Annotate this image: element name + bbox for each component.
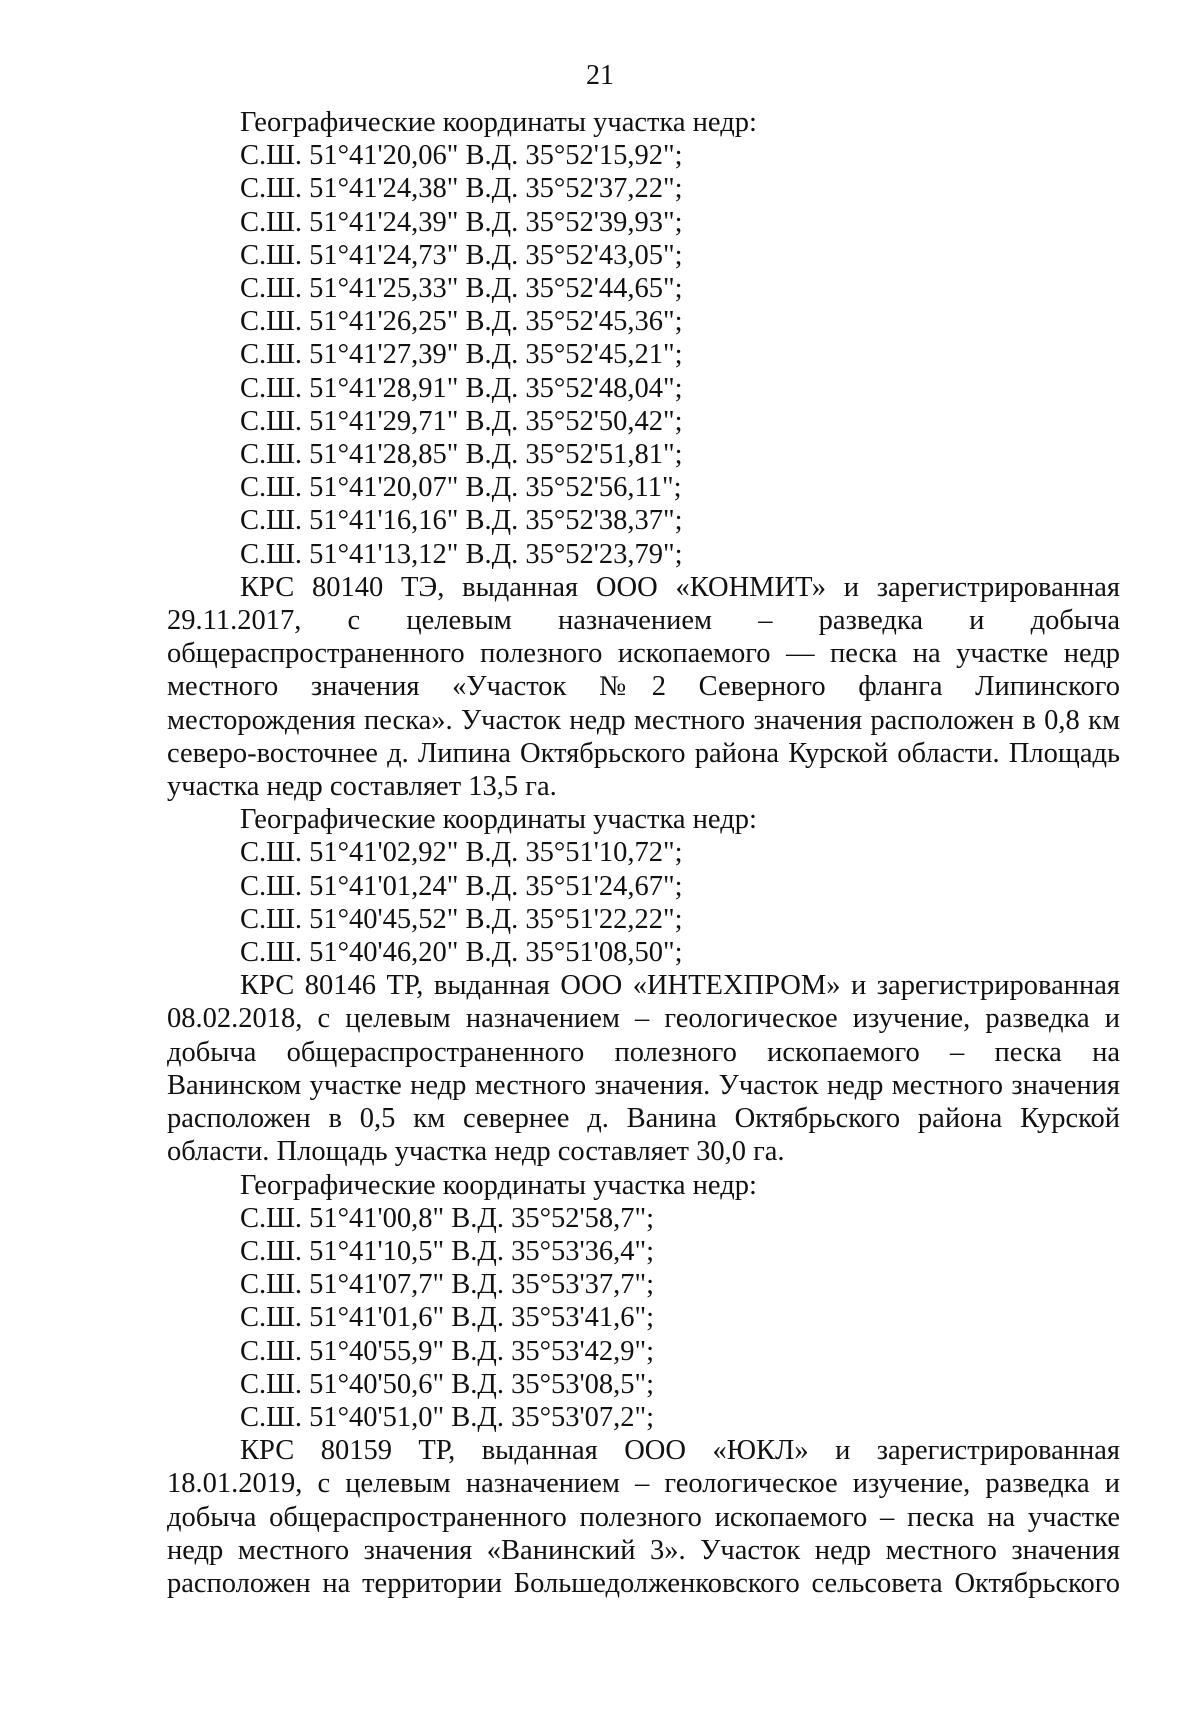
- coordinate-line: С.Ш. 51°40'46,20" В.Д. 35°51'08,50";: [240, 937, 683, 969]
- coordinate-line: С.Ш. 51°41'24,38" В.Д. 35°52'37,22";: [240, 173, 683, 205]
- coordinate-line: С.Ш. 51°41'24,73" В.Д. 35°52'43,05";: [240, 239, 683, 271]
- coordinates-heading: Географические координаты участка недр:: [240, 804, 757, 836]
- coordinate-line: С.Ш. 51°41'20,06" В.Д. 35°52'15,92";: [240, 140, 683, 172]
- coordinate-line: С.Ш. 51°41'00,8" В.Д. 35°52'58,7";: [240, 1202, 655, 1234]
- license-section: [167, 1434, 1120, 1600]
- coordinate-line: С.Ш. 51°41'26,25" В.Д. 35°52'45,36";: [240, 306, 683, 338]
- coordinate-line: С.Ш. 51°41'28,85" В.Д. 35°52'51,81";: [240, 439, 683, 471]
- document-body: [167, 106, 1120, 1600]
- coordinate-line: С.Ш. 51°41'01,24" В.Д. 35°51'24,67";: [240, 870, 683, 902]
- coordinate-line: С.Ш. 51°41'16,16" В.Д. 35°52'38,37";: [240, 505, 683, 537]
- coordinate-line: С.Ш. 51°41'07,7" В.Д. 35°53'37,7";: [240, 1269, 655, 1301]
- coordinate-line: С.Ш. 51°41'13,12" В.Д. 35°52'23,79";: [240, 538, 683, 570]
- coordinate-line: С.Ш. 51°40'50,6" В.Д. 35°53'08,5";: [240, 1368, 655, 1400]
- license-paragraph: КРС 80159 ТР, выданная ООО «ЮКЛ» и зарегистрированная 18.01.2019, с целевым назначением – геологическое изучение, разведка и добыча общераспространенного полезного ископаемого – песка на участке недр местного значения «Ванинский 3». Участок недр местного значения расположен на территории Большедолженковского сельсовета Октябрьского: [167, 1435, 1120, 1599]
- coordinate-line: С.Ш. 51°40'51,0" В.Д. 35°53'07,2";: [240, 1401, 655, 1433]
- coordinate-line: С.Ш. 51°41'24,39" В.Д. 35°52'39,93";: [240, 206, 683, 238]
- coordinate-line: С.Ш. 51°41'02,92" В.Д. 35°51'10,72";: [240, 837, 683, 869]
- coordinates-block: [167, 106, 1120, 571]
- license-section: [167, 969, 1120, 1434]
- coordinate-line: С.Ш. 51°40'55,9" В.Д. 35°53'42,9";: [240, 1335, 655, 1367]
- coordinate-line: С.Ш. 51°41'28,91" В.Д. 35°52'48,04";: [240, 372, 683, 404]
- coordinates-heading: Географические координаты участка недр:: [240, 1169, 757, 1201]
- coordinate-line: С.Ш. 51°41'01,6" В.Д. 35°53'41,6";: [240, 1302, 655, 1334]
- coordinates-heading: Географические координаты участка недр:: [240, 107, 757, 138]
- coordinate-line: С.Ш. 51°41'20,07" В.Д. 35°52'56,11";: [240, 472, 682, 504]
- coordinate-line: С.Ш. 51°41'10,5" В.Д. 35°53'36,4";: [240, 1235, 655, 1267]
- license-section: [167, 571, 1120, 969]
- coordinate-line: С.Ш. 51°41'27,39" В.Д. 35°52'45,21";: [240, 339, 683, 371]
- license-paragraph: КРС 80146 ТР, выданная ООО «ИНТЕХПРОМ» и зарегистрированная 08.02.2018, с целевым назначением – геологическое изучение, разведка и добыча общераспространенного полезного ископаемого – песка на Ванинском участке недр местного значения. Участок недр местного значения расположен в 0,5 км севернее д. Ванина Октябрьского района Курской области. Площадь участка недр составляет 30,0 га.: [167, 970, 1120, 1168]
- page-number: 21: [586, 60, 614, 91]
- coordinate-line: С.Ш. 51°41'25,33" В.Д. 35°52'44,65";: [240, 273, 683, 305]
- coordinate-line: С.Ш. 51°41'29,71" В.Д. 35°52'50,42";: [240, 405, 683, 437]
- coordinate-line: С.Ш. 51°40'45,52" В.Д. 35°51'22,22";: [240, 903, 683, 935]
- license-paragraph: КРС 80140 ТЭ, выданная ООО «КОНМИТ» и зарегистрированная 29.11.2017, с целевым назначением – разведка и добыча общераспространенного полезного ископаемого — песка на участке недр местного значения «Участок №2 Северного фланга Липинского месторождения песка». Участок недр местного значения расположен в 0,8 км северо-восточнее д. Липина Октябрьского района Курской области. Площадь участка недр составляет 13,5 га.: [167, 571, 1120, 803]
